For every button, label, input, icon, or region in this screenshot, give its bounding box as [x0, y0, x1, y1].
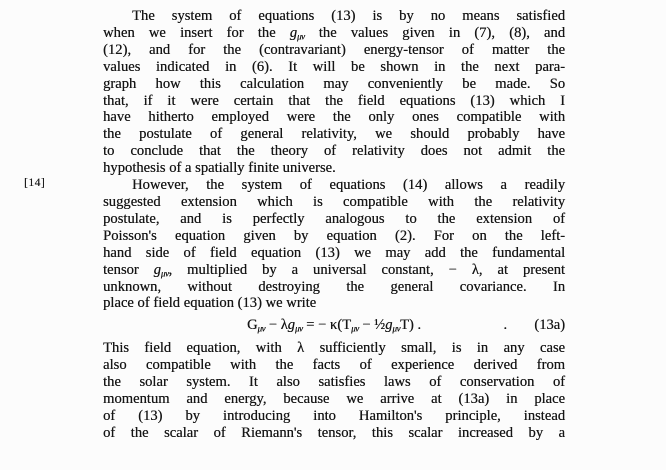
text-line: also compatible with the facts of experience derived from	[103, 357, 565, 374]
text-line: hand side of field equation (13) we may add the fundamental	[103, 244, 565, 261]
paragraph-2	[103, 177, 565, 312]
text-line: values indicated in (6). It will be shown in the next para-	[103, 58, 565, 75]
text-line: the solar system. It also satisfies laws of conservation of	[103, 374, 565, 391]
text-line: when we insert for the $g_{\mu\nu}$ the values given in (7), (8), and	[103, 24, 566, 42]
text-line: graph how this calculation may conveniently be made. So	[103, 75, 565, 92]
paragraph-3	[103, 340, 565, 441]
text-line: (12), and for the (contravariant) energy-tensor of matter the	[103, 41, 565, 58]
text-line: momentum and energy, because we arrive at (13a) in place	[103, 390, 565, 407]
text-line: of the scalar of Riemann's tensor, this scalar increased by a	[103, 424, 565, 441]
text-line: hypothesis of a spatially finite universe.	[103, 160, 336, 177]
equation-dot: .	[503, 317, 507, 334]
text-line: unknown, without destroying the general covariance. In	[103, 278, 565, 295]
text-line: tensor $g_{\mu\nu}$, multiplied by a universal constant, − λ, at present	[103, 261, 565, 279]
text-line: This field equation, with λ sufficiently small, is in any case	[103, 340, 565, 357]
text-line: postulate, and is perfectly analogous to the extension of	[103, 210, 565, 227]
text-line: place of field equation (13) we write	[103, 295, 317, 312]
equation-number: (13a)	[534, 317, 565, 334]
text-line: of (13) by introducing into Hamilton's principle, instead	[103, 407, 565, 424]
text-line: have hitherto employed were the only ones compatible with	[103, 109, 565, 126]
text-line: The system of equations (13) is by no means satisfied	[132, 8, 565, 24]
margin-note: [14]	[24, 177, 46, 189]
text-line: However, the system of equations (14) allows a readily	[132, 177, 565, 194]
text-line: Poisson's equation given by equation (2). For on the left-	[103, 227, 565, 244]
text-block	[103, 8, 565, 442]
text-line: to conclude that the theory of relativity does not admit the	[103, 143, 565, 160]
equation-formula: $G_{\mu\nu} - \lambda g_{\mu\nu}$ = − $\kappa(T_{\mu\nu}$ − $\frac{1}{2}g_{\mu\nu}T$) .	[246, 317, 422, 335]
text-line: that, if it were certain that the field equations (13) which I	[103, 92, 565, 109]
text-line: the postulate of general relativity, we should probably have	[103, 126, 565, 143]
text-line: suggested extension which is compatible with the relativity	[103, 193, 565, 210]
equation-13a	[103, 317, 565, 334]
paragraph-1	[103, 8, 565, 177]
